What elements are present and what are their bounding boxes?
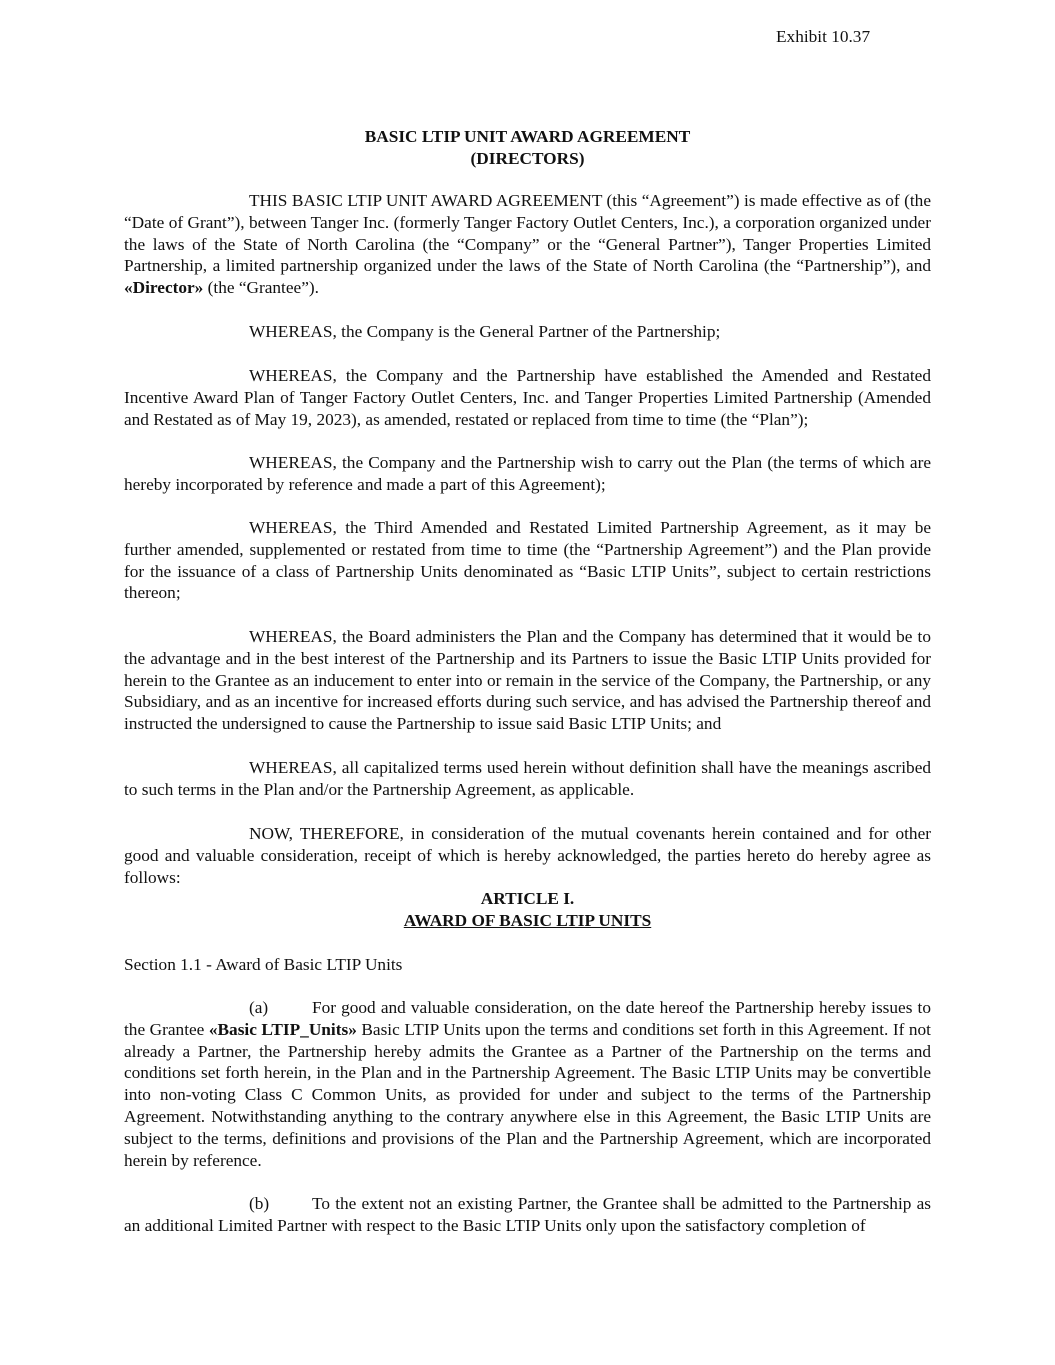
agreement-title [124,126,931,170]
whereas-paragraph: WHEREAS, the Company and the Partnership wish to carry out the Plan (the terms of which are hereby incorporated by reference and made a part of this Agreement); [124,453,931,494]
section-b-text: To the extent not an existing Partner, the Grantee shall be admitted to the Partnership as an additional Limited Partner with respect to the Basic LTIP Units only upon the satisfactory completion of [124,1194,931,1235]
whereas-paragraph: WHEREAS, the Company and the Partnership have established the Amended and Restated Incentive Award Plan of Tanger Factory Outlet Centers, Inc. and Tanger Properties Limited Partnership (Amended and Restated as of May 19, 2023), as amended, restated or replaced from time to time (the “Plan”); [124,366,931,429]
intro-text-2: (the “Grantee”). [203,278,319,298]
intro-text-1: THIS BASIC LTIP UNIT AWARD AGREEMENT (this “Agreement”) is made effective as of (the “Date of Grant”), between Tanger Inc. (formerly Tanger Factory Outlet Centers, Inc.), a corporation organized under the laws of the State of North Carolina (the “Company” or the “General Partner”), Tanger Properties Limited Partnership, a limited partnership organized under the laws of the State of North Carolina (the “Partnership”), and [124,191,931,276]
whereas-paragraph: WHEREAS, the Third Amended and Restated Limited Partnership Agreement, as it may be further amended, supplemented or restated from time to time (the “Partnership Agreement”) and the Plan provide for the issuance of a class of Partnership Units denominated as “Basic LTIP Units”, subject to certain restrictions thereon; [124,518,931,603]
paragraph-marker: (a) [249,998,269,1017]
intro-paragraph [124,190,931,299]
section-title: Section 1.1 - Award of Basic LTIP Units [124,955,403,974]
title-line-1: BASIC LTIP UNIT AWARD AGREEMENT [364,127,691,146]
director-merge-field: «Director» [124,278,204,298]
paragraph-marker: (b) [249,1194,270,1213]
title-line-2: (DIRECTORS) [470,148,585,168]
whereas-paragraph: WHEREAS, the Company is the General Partner of the Partnership; [249,322,721,341]
exhibit-number: Exhibit 10.37 [776,27,871,46]
section-paragraph-a [124,997,931,1171]
units-merge-field: «Basic LTIP_Units» [208,1019,357,1039]
whereas-paragraph: WHEREAS, the Board administers the Plan and the Company has determined that it would be to the advantage and in the best interest of the Partnership and its Partners to issue the Basic LTIP Units provided for herein to the Grantee as an inducement to enter into or remain in the service of the Company, the Partnership, or any Subsidiary, and as an incentive for increased efforts during such service, and has advised the Partnership thereof and instructed the undersigned to cause the Partnership to issue said Basic LTIP Units; and [124,627,931,734]
whereas-paragraph: WHEREAS, all capitalized terms used herein without definition shall have the meanings ascribed to such terms in the Plan and/or the Partnership Agreement, as applicable. [124,758,931,799]
article-number: ARTICLE I. [480,889,575,908]
now-therefore-paragraph: NOW, THEREFORE, in consideration of the mutual covenants herein contained and for other good and valuable consideration, receipt of which is hereby acknowledged, the parties hereto do hereby agree as follows: [124,824,931,887]
article-heading-text: AWARD OF BASIC LTIP UNITS [403,911,652,930]
section-a-text-2: Basic LTIP Units upon the terms and conditions set forth in this Agreement. If not already a Partner, the Partnership hereby admits the Grantee as a Partner of the Partnership on the terms and conditions set forth herein, in the Plan and in the Partnership Agreement. The Basic LTIP Units may be convertible into non-voting Class C Common Units, as provided for under and subject to the terms of the Partnership Agreement. Notwithstanding anything to the contrary anywhere else in this Agreement, the Basic LTIP Units are subject to the terms, definitions and provisions of the Plan and the Partnership Agreement, which are incorporated herein by reference. [124,1019,931,1170]
article-heading [124,910,931,932]
section-a-text-1: For good and valuable consideration, on the date hereof the Partnership hereby issues to the Grantee [124,998,931,1039]
section-paragraph-b [124,1193,931,1237]
